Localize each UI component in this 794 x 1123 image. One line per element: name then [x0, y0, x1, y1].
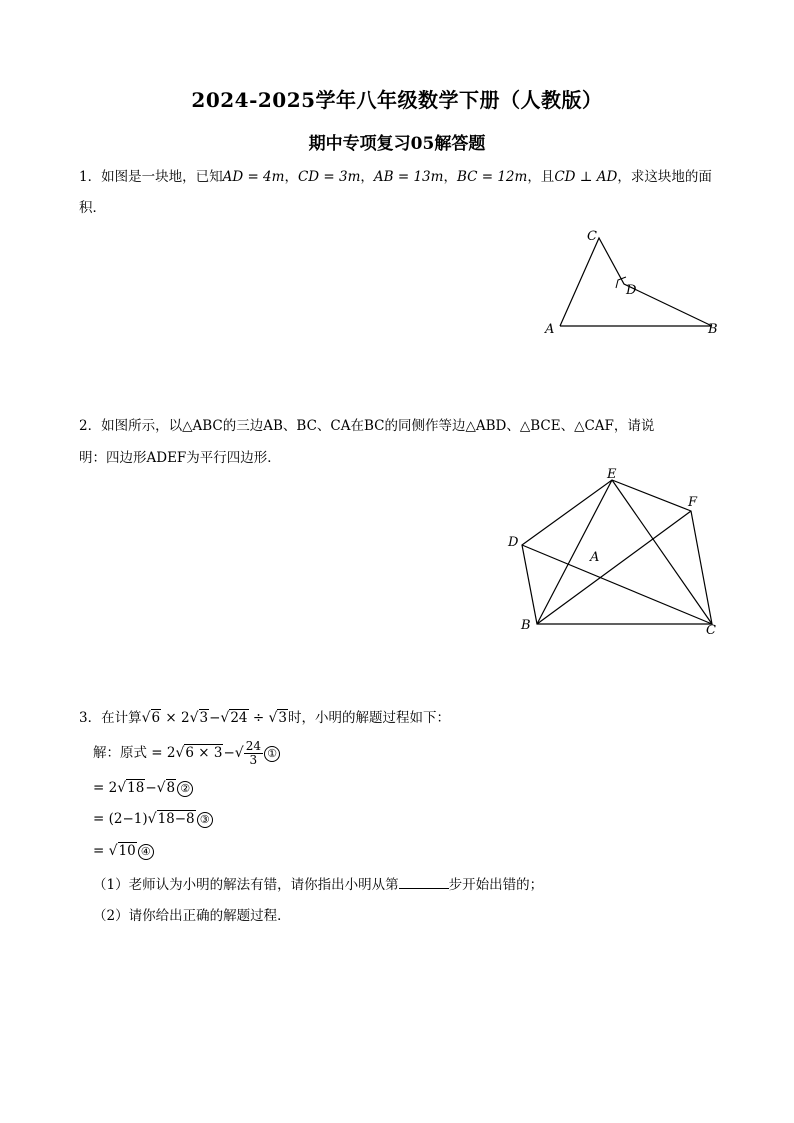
- q3-fraction: $\frac{24}{3}$: [245, 739, 261, 767]
- q2-outer-polygon: [522, 480, 712, 624]
- q1-ab: AB = 13m: [373, 169, 444, 185]
- q1-number: 1．: [79, 169, 102, 185]
- q2-label-b: B: [521, 618, 531, 633]
- page-subtitle: 期中专项复习05解答题: [308, 134, 486, 154]
- q3-mark-4: ④: [138, 844, 154, 860]
- q3-mark-3: ③: [197, 812, 213, 828]
- q1-label-b: B: [708, 322, 718, 337]
- q3-sub1-a: （1）老师认为小明的解法有错，请你指出小明从第: [93, 877, 399, 893]
- q2-segment-eb: [537, 480, 612, 624]
- q3-expression: √6 × 2√3−√24 ÷ √3: [141, 710, 287, 726]
- q2-label-e: E: [607, 467, 617, 482]
- q2-text-1: 如图所示，以△ABC的三边AB、BC、CA在BC的同侧作等边△ABD、△BCE、△CAF，请说: [101, 418, 655, 434]
- q3-line-intro: [79, 706, 450, 726]
- q3-step-4: = √10 ④: [93, 842, 154, 860]
- q1-ad: AD = 4m: [222, 169, 285, 185]
- q3-step-1: 解：原式 = 2√6 × 3−√ $\frac{24}{3}$ ①: [93, 740, 280, 767]
- q1-line-1: 1．如图是一块地，已知AD = 4m，CD = 3m，AB = 13m，BC = 12m，且CD ⊥ AD，求这块地的面: [79, 169, 712, 185]
- q1-line-2: 积．: [79, 200, 106, 216]
- q2-label-f: F: [688, 495, 698, 510]
- q3-answer-blank[interactable]: [399, 876, 449, 889]
- q2-line-2: 明：四边形ADEF为平行四边形．: [79, 450, 281, 466]
- page-title: 2024-2025学年八年级数学下册（人教版）: [191, 88, 603, 112]
- q1-perp: CD ⊥ AD: [554, 169, 618, 185]
- q3-step-2: = 2√18−√8 ②: [93, 779, 193, 797]
- q1-text-a: 如图是一块地，已知: [101, 169, 223, 185]
- q2-label-a: A: [590, 550, 600, 565]
- q3-mark-2: ②: [177, 781, 193, 797]
- q3-step-3: = (2−1)√18−8 ③: [93, 810, 213, 828]
- q1-text-c: ，求这块地的面: [617, 169, 712, 185]
- q1-label-c: C: [587, 229, 597, 244]
- q3-mark-1: ①: [264, 746, 280, 762]
- q3-solution-label: 解：原式: [93, 745, 147, 761]
- q2-segment-dc: [522, 545, 712, 624]
- q1-cd: CD = 3m: [297, 169, 361, 185]
- q1-label-d: D: [626, 283, 637, 298]
- q2-label-c: C: [706, 623, 716, 638]
- q2-label-d: D: [508, 535, 519, 550]
- q1-bc: BC = 12m: [456, 169, 528, 185]
- q2-line-1: [79, 414, 654, 434]
- q1-figure: [540, 222, 730, 342]
- q3-intro-b: 时，小明的解题过程如下：: [287, 710, 450, 726]
- q1-right-angle-mark: [616, 277, 626, 288]
- q3-number: 3．: [79, 710, 102, 726]
- q3-intro-a: 在计算: [101, 710, 142, 726]
- q1-label-a: A: [545, 322, 555, 337]
- q2-number: 2．: [79, 418, 102, 434]
- q1-polygon: [560, 238, 712, 326]
- q3-sub-2: （2）请你给出正确的解题过程．: [93, 908, 291, 924]
- q2-segment-fb: [537, 511, 691, 624]
- q3-sub-1: [93, 873, 543, 893]
- q2-figure: [502, 466, 732, 646]
- q1-text-b: ，且: [527, 169, 555, 185]
- q3-sub1-b: 步开始出错的；: [448, 877, 544, 893]
